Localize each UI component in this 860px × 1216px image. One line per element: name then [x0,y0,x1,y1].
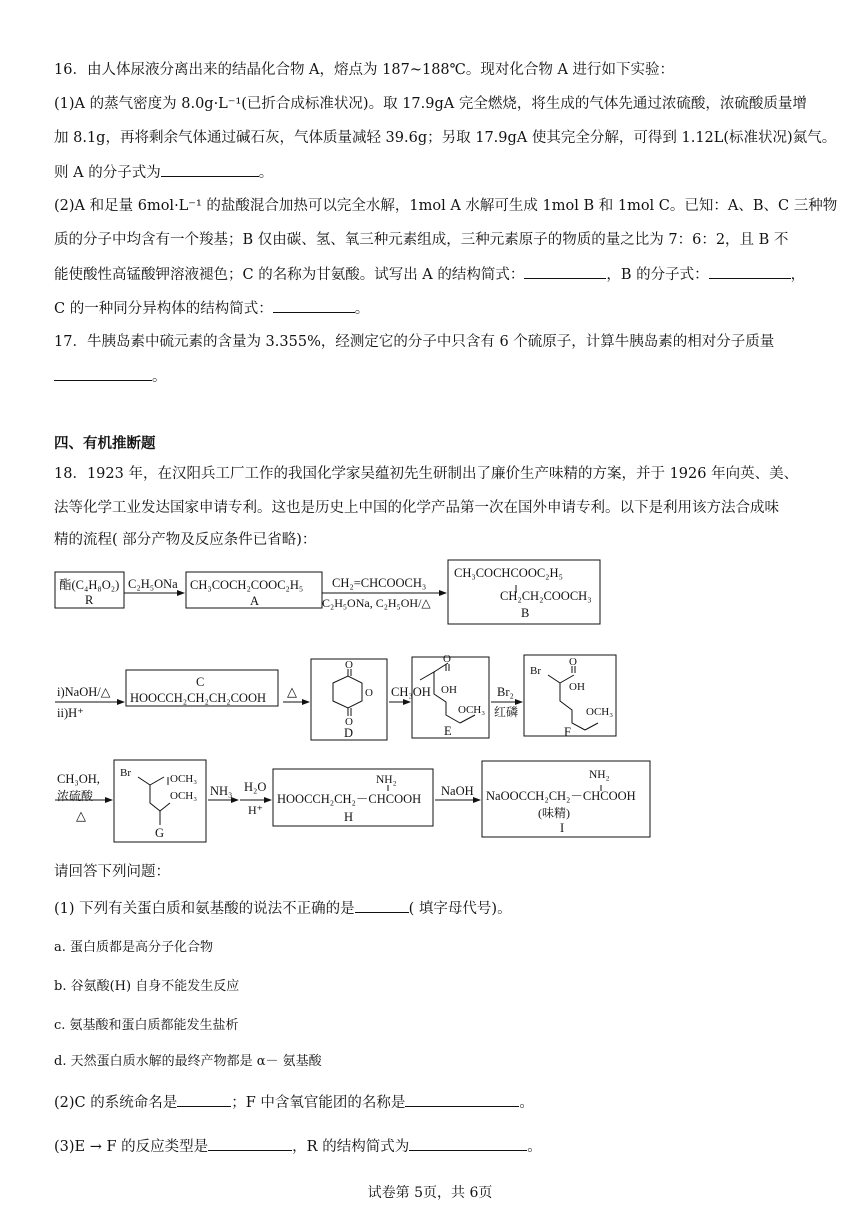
D-atom-O-bottom: O [345,716,353,728]
reagent-9-top: H₂O [244,780,267,794]
page-footer: 试卷第 5页，共 6页 [367,1185,493,1201]
reagent-2-top: CH₂=CHCOOCH₃ [332,576,427,590]
answer-blank-q18-3a[interactable] [208,1136,292,1151]
punct: 。 [152,369,167,385]
q16-part1-line1: (1)A 的蒸气密度为 8.0g·L⁻¹(已折合成标准状况)。取 17.9gA 完全燃烧，将生成的气体先通过浓硫酸，浓硫酸质量增 [54,96,807,112]
F-atom-O: O [569,656,577,668]
reagent-2-bottom: C₂H₅ONa, C₂H₅OH/△ [322,596,431,610]
answer-blank-q18-2a[interactable] [177,1092,231,1107]
answer-blank-q17[interactable] [54,366,152,381]
G-atom-OCH3-2: OCH₃ [170,790,198,802]
punct: 。 [527,1139,542,1155]
q16-part2-line4 [54,298,814,319]
G-label: G [155,826,165,840]
reagent-3-top: i)NaOH/△ [57,685,111,699]
A-label: A [250,594,260,608]
F-atom-OH: OH [569,681,585,693]
I-note: (味精) [538,806,570,820]
D-atom-O-top: O [345,659,353,671]
answer-blank-q16-1[interactable] [161,162,259,177]
q18-2-text-a: (2)C 的系统命名是 [54,1095,178,1111]
punct: 。 [519,1095,534,1111]
punct: 。 [354,301,370,317]
reagent-5: CH₃OH [391,685,431,699]
F-label: F [564,725,571,739]
q18-stem-line3: 精的流程( 部分产物及反应条件已省略)： [54,532,317,548]
I-formula: NaOOCCH₂CH₂－CHCOOH [486,789,636,803]
answer-blank-q18-1[interactable] [355,898,409,913]
q16-part2-prompt-b: ，B 的分子式： [606,267,709,283]
q18-2-text-b: ；F 中含氧官能团的名称是 [231,1095,406,1111]
q18-1-text: (1) 下列有关蛋白质和氨基酸的说法不正确的是 [54,901,355,917]
q16-part2-line3 [54,264,814,285]
reagent-1: C₂H₅ONa [128,577,178,591]
q18-3-text-b: ，R 的结构简式为 [292,1139,410,1155]
q18-2-prompt [54,1092,814,1113]
q16-part2-line1: (2)A 和足量 6mol·L⁻¹ 的盐酸混合加热可以完全水解，1mol A 水解可生成 1mol B 和 1mol C。已知：A、B、C 三种物 [54,198,838,214]
option-d: d. 天然蛋白质水解的最终产物都是 α－ 氨基酸 [54,1054,322,1069]
E-label: E [444,724,452,738]
E-atom-OCH3: OCH₃ [458,704,486,716]
q16-part2-prompt-c: C 的一种同分异构体的结构简式： [54,301,273,317]
questions-intro: 请回答下列问题： [54,864,170,880]
answer-blank-q16-2b[interactable] [709,264,791,279]
E-atom-OH: OH [441,684,457,696]
H-formula: HOOCCH₂CH₂－CHCOOH [277,792,422,806]
R-label: R [85,593,94,607]
B-label: B [521,606,530,620]
D-atom-O-ring: O [365,687,373,699]
answer-blank-q16-2a[interactable] [524,264,606,279]
answer-blank-q18-3b[interactable] [409,1136,527,1151]
I-label: I [560,821,565,835]
option-a: a. 蛋白质都是高分子化合物 [54,940,214,955]
q18-1-suffix: ( 填字母代号)。 [408,901,512,917]
A-formula: CH₃COCH₂COOC₂H₅ [190,578,304,592]
q18-3-text-a: (3)E → F 的反应类型是 [54,1139,209,1155]
C-label: C [196,675,205,689]
reagent-7-line3: △ [76,808,86,823]
C-formula: HOOCCH₂CH₂CH₂COOH [130,691,267,705]
q16-part1-line3 [54,162,814,183]
reagent-9-bottom: H⁺ [248,803,263,817]
reagent-7-line2: 浓硫酸 [57,789,94,803]
reagent-3-bottom: ii)H⁺ [57,706,84,720]
q16-part2-prompt-a: 能使酸性高锰酸钾溶液褪色；C 的名称为甘氨酸。试写出 A 的结构简式： [54,267,525,283]
H-amino: NH₂ [376,774,397,786]
reagent-10: NaOH [441,784,474,798]
q18-stem-line1: 18．1923 年，在汉阳兵工厂工作的我国化学家吴蕴初先生研制出了廉价生产味精的方案，并于 1926 年向英、美、 [54,466,799,482]
q18-stem-line2: 法等化学工业发达国家申请专利。这也是历史上中国的化学产品第一次在国外申请专利。以下是利用该方法合成味 [54,500,779,516]
G-atom-Br: Br [120,767,131,779]
q16-part1-line2: 加 8.1g，再将剩余气体通过碱石灰，气体质量减轻 39.6g；另取 17.9gA 使其完全分解，可得到 1.12L(标准状况)氮气。 [54,130,837,146]
B-line1: CH₃COCHCOOC₂H₅ [454,566,563,580]
D-label: D [344,726,354,740]
option-b: b. 谷氨酸(H) 自身不能发生反应 [54,979,240,994]
q18-1-prompt [54,898,814,919]
punct: ， [790,267,806,283]
reagent-6-bottom: 红磷 [494,705,519,719]
q17-answer-line [54,366,814,387]
G-atom-OCH3-1: OCH₃ [170,773,198,785]
H-label: H [344,810,354,824]
option-c: c. 氨基酸和蛋白质都能发生盐析 [54,1018,239,1033]
synthesis-scheme [0,555,860,850]
answer-blank-q16-2c[interactable] [273,298,355,313]
I-amino: NH₂ [589,769,610,781]
q16-stem: 16．由人体尿液分离出来的结晶化合物 A，熔点为 187~188℃。现对化合物 A 进行如下实验： [54,62,675,78]
E-atom-O: O [443,653,451,665]
reagent-6-top: Br₂ [497,685,514,699]
answer-blank-q18-2b[interactable] [405,1092,519,1107]
F-atom-OCH3: OCH₃ [586,706,614,718]
section-heading: 四、有机推断题 [54,436,156,452]
reagent-7-line1: CH₃OH, [57,772,100,786]
F-atom-Br: Br [530,665,541,677]
q16-part1-prompt: 则 A 的分子式为 [54,165,161,181]
q16-part2-line2: 质的分子中均含有一个羧基；B 仅由碳、氢、氧三种元素组成，三种元素原子的物质的量之比为 7：6：2，且 B 不 [54,232,789,248]
B-line2: CH₂CH₂COOCH₃ [500,589,592,603]
reagent-8: NH₃ [210,784,233,798]
reagent-4: △ [287,684,297,699]
punct: 。 [258,165,274,181]
q17-stem: 17．牛胰岛素中硫元素的含量为 3.355%，经测定它的分子中只含有 6 个硫原子，计算牛胰岛素的相对分子质量 [54,334,775,350]
q18-3-prompt [54,1136,814,1157]
R-formula: 酯(C₄H₈O₂) [59,578,120,592]
